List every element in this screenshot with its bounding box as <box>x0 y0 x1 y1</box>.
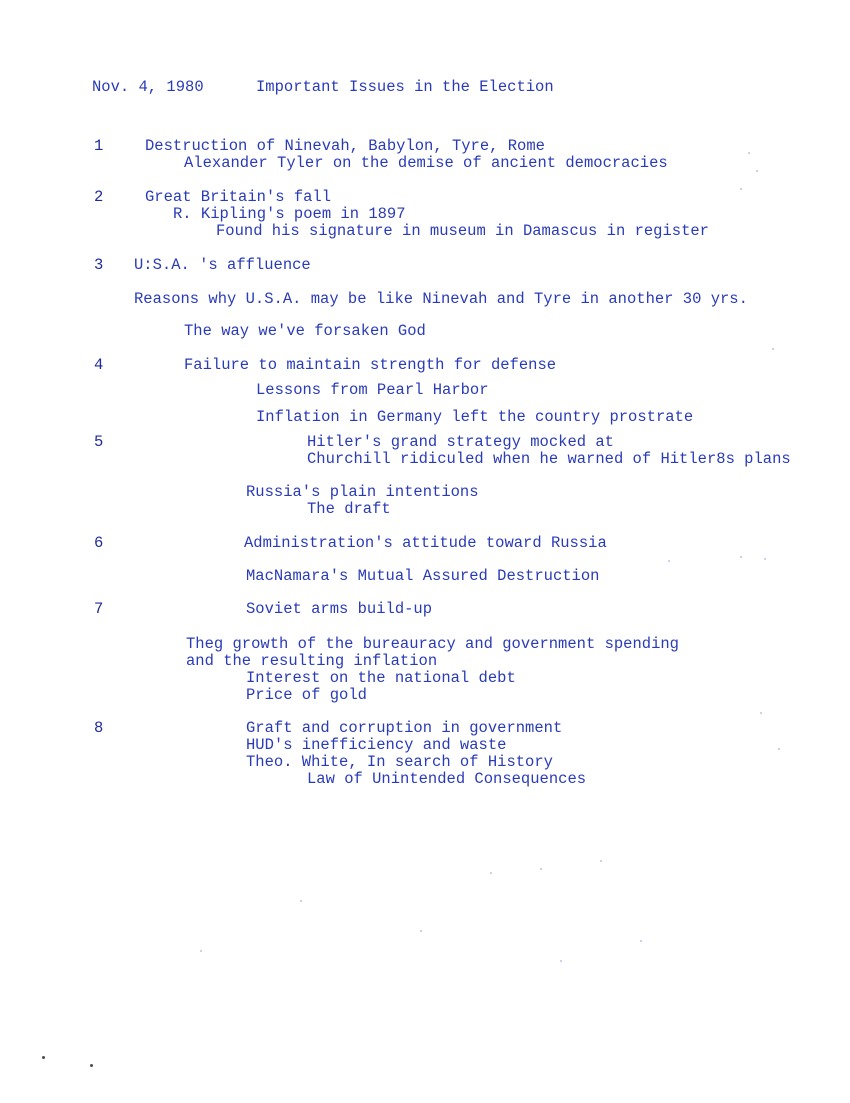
issue-heading: Great Britain's fall <box>145 188 332 206</box>
issue-heading: Theg growth of the bureauracy and government spending <box>186 635 679 653</box>
scan-speck <box>600 860 602 862</box>
scan-speck <box>740 188 742 190</box>
scan-speck <box>200 950 202 952</box>
sub-point: HUD's inefficiency and waste <box>246 736 507 754</box>
issue-heading-continued: and the resulting inflation <box>186 652 438 670</box>
issue-heading: Administration's attitude toward Russia <box>244 534 607 552</box>
document-date: Nov. 4, 1980 <box>92 78 204 96</box>
sub-point: Law of Unintended Consequences <box>307 770 587 788</box>
sub-point: Alexander Tyler on the demise of ancient democracies <box>184 154 668 172</box>
scan-speck <box>640 940 642 942</box>
scan-speck <box>668 560 670 562</box>
sub-point: Lessons from Pearl Harbor <box>256 381 489 399</box>
sub-point: The way we've forsaken God <box>184 322 426 340</box>
scan-speck <box>420 930 422 932</box>
sub-point: R. Kipling's poem in 1897 <box>173 205 406 223</box>
sub-point: MacNamara's Mutual Assured Destruction <box>246 567 600 585</box>
issue-number: 4 <box>94 356 104 374</box>
scan-speck <box>300 900 302 902</box>
issue-heading: Soviet arms build-up <box>246 600 433 618</box>
issue-number: 1 <box>94 137 104 155</box>
scan-speck <box>772 348 774 350</box>
scan-speck <box>90 1064 93 1067</box>
issue-heading: Failure to maintain strength for defense <box>184 356 557 374</box>
issue-heading: Destruction of Ninevah, Babylon, Tyre, Rome <box>145 137 545 155</box>
scan-speck <box>540 868 542 870</box>
sub-point: Hitler's grand strategy mocked at <box>307 433 614 451</box>
scan-speck <box>756 170 758 172</box>
sub-point: Found his signature in museum in Damascus in register <box>216 222 709 240</box>
sub-point: Churchill ridiculed when he warned of Hitler8s plans <box>307 450 791 468</box>
issue-number: 7 <box>94 600 104 618</box>
scan-speck <box>760 712 762 714</box>
sub-point: Price of gold <box>246 686 367 704</box>
issue-number: 2 <box>94 188 104 206</box>
sub-point: The draft <box>307 500 391 518</box>
scan-speck <box>560 960 562 962</box>
section-heading: Reasons why U.S.A. may be like Ninevah and Tyre in another 30 yrs. <box>134 290 748 308</box>
issue-number: 6 <box>94 534 104 552</box>
issue-heading: Graft and corruption in government <box>246 719 563 737</box>
document-title: Important Issues in the Election <box>256 78 554 96</box>
sub-point: Russia's plain intentions <box>246 483 479 501</box>
issue-number: 5 <box>94 433 104 451</box>
issue-heading: U:S.A. 's affluence <box>134 256 311 274</box>
issue-number: 8 <box>94 719 104 737</box>
sub-point: Interest on the national debt <box>246 669 516 687</box>
scan-speck <box>42 1056 45 1059</box>
scan-speck <box>778 748 780 750</box>
sub-point: Theo. White, In search of History <box>246 753 553 771</box>
issue-number: 3 <box>94 256 104 274</box>
scan-speck <box>490 872 492 874</box>
scan-speck <box>764 558 766 560</box>
sub-point: Inflation in Germany left the country prostrate <box>256 408 694 426</box>
scan-speck <box>740 556 742 558</box>
scan-speck <box>748 152 750 154</box>
